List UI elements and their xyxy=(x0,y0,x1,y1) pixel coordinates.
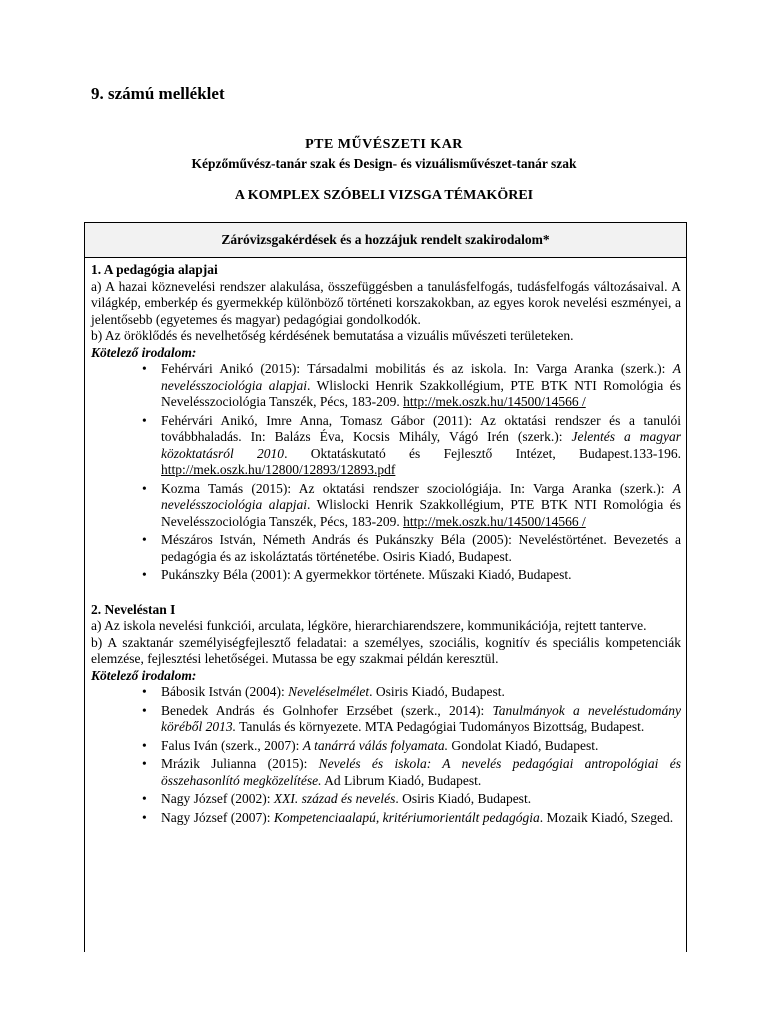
programs-subtitle: Képzőművész-tanár szak és Design- és vizuálisművészet-tanár szak xyxy=(191,156,577,171)
topics-table xyxy=(84,222,687,952)
bullet-icon: • xyxy=(142,412,147,428)
reference-text: Nagy József (2002): xyxy=(161,791,274,806)
bullet-icon: • xyxy=(142,737,147,753)
reference-text: Gondolat Kiadó, Budapest. xyxy=(447,737,599,753)
faculty-name: PTE MŰVÉSZETI KAR xyxy=(305,137,463,152)
section-paragraph: a) A hazai köznevelési rendszer alakulása, összefüggésben a tanulásfelfogás, tudásfelfogás változásaival. A világkép, emberkép és gyermekkép különböző történeti korszakokban, az egyes korok nevelési eszményei, a jelentősebb (egyetemes és magyar) pedagógiai gondolkodók. xyxy=(91,278,681,327)
section xyxy=(91,262,681,584)
literature-heading: Kötelező irodalom: xyxy=(91,344,197,360)
bullet-icon: • xyxy=(142,684,147,699)
reference-title: Nevelés és iskola: A nevelés pedagógiai antropológiai és összehasonlító megközelítése. xyxy=(161,756,681,788)
reference-link[interactable]: http://mek.oszk.hu/12800/12893/12893.pdf xyxy=(161,462,396,477)
reference-title: Neveléselmélet xyxy=(288,684,370,699)
reference-item xyxy=(142,791,681,808)
reference-text: . Osiris Kiadó, Budapest. xyxy=(395,791,532,806)
reference-list xyxy=(91,684,681,826)
reference-text: . Osiris Kiadó, Budapest. xyxy=(369,684,505,699)
bullet-icon: • xyxy=(142,480,147,496)
annex-label: 9. számú melléklet xyxy=(91,84,225,103)
reference-link[interactable]: http://mek.oszk.hu/14500/14566 / xyxy=(403,513,586,529)
reference-title: Jelentés a magyar közoktatásról 2010 xyxy=(161,429,681,461)
reference-text: Mrázik Julianna (2015): xyxy=(161,756,319,771)
reference-text: . Wlislocki Henrik Szakkollégium, PTE BTK NTI Romológia és Nevelésszociológia Tanszék, Pécs, 183-209. xyxy=(161,377,681,409)
reference-title: Kompetenciaalapú, kritériumorientált pedagógia xyxy=(273,809,540,825)
reference-text: Benedek András és Golnhofer Erzsébet (szerk., 2014): xyxy=(161,702,493,718)
reference-text: . Wlislocki Henrik Szakkollégium, PTE BTK NTI Romológia és Nevelésszociológia Tanszék, Pécs, 183-209. xyxy=(161,497,681,529)
reference-text: . Mozaik Kiadó, Szeged. xyxy=(539,809,674,825)
reference-text: Fehérvári Anikó (2015): Társadalmi mobilitás és az iskola. In: Varga Aranka (szerk.): xyxy=(161,361,673,376)
bullet-icon: • xyxy=(142,756,147,771)
section-title: 1. A pedagógia alapjai xyxy=(91,262,218,277)
reference-item xyxy=(142,480,681,531)
reference-text: Mészáros István, Németh András és Pukánszky Béla (2005): Neveléstörténet. Bevezetés a pedagógia és az iskoláztatás történetébe. Osiris Kiadó, Budapest. xyxy=(161,532,681,564)
bullet-icon: • xyxy=(142,567,147,582)
reference-item xyxy=(142,756,681,789)
reference-text: Ad Librum Kiadó, Budapest. xyxy=(321,772,482,788)
reference-text: Tanulás és környezete. MTA Pedagógiai Tudományos Bizottság, Budapest. xyxy=(236,719,645,734)
section-title: 2. Neveléstan I xyxy=(91,601,176,617)
reference-item xyxy=(142,361,681,411)
reference-item xyxy=(142,702,681,736)
reference-list xyxy=(91,361,681,584)
section-paragraph: b) A szaktanár személyiségfejlesztő feladatai: a személyes, szociális, kognitív és speciális kompetenciák elemzése, fejlesztési lehetőségei. Mutassa be egy szakmai példán keresztül. xyxy=(91,634,681,666)
reference-text: Falus Iván (szerk., 2007): xyxy=(161,737,303,753)
reference-text: . Oktatáskutató és Fejlesztő Intézet, Budapest.133-196. xyxy=(284,445,682,461)
section xyxy=(91,602,681,827)
reference-text: Fehérvári Anikó, Imre Anna, Tomasz Gábor (2011): Az oktatási rendszer és a tanulói továbbhaladás. In: Balázs Éva, Kocsis Mihály, Vágó Irén (szerk.): xyxy=(161,412,681,444)
reference-title: A tanárrá válás folyamata. xyxy=(302,737,448,753)
reference-item xyxy=(142,567,681,584)
reference-title: A nevelésszociológia alapjai xyxy=(161,480,681,512)
bullet-icon: • xyxy=(142,702,147,718)
bullet-icon: • xyxy=(142,791,147,806)
section-paragraph: b) Az öröklődés és nevelhetőség kérdésének bemutatása a vizuális művészeti területeken. xyxy=(91,328,574,343)
reference-item xyxy=(142,532,681,565)
section-paragraph: a) Az iskola nevelési funkciói, arculata, légköre, hierarchiarendszere, kommunikációja, rejtett tanterve. xyxy=(91,618,647,633)
reference-title: XXI. század és nevelés xyxy=(273,791,396,806)
reference-item xyxy=(142,809,681,827)
reference-title: A nevelésszociológia alapjai xyxy=(161,361,681,393)
bullet-icon: • xyxy=(142,532,147,547)
reference-item xyxy=(142,412,682,479)
table-cell xyxy=(85,258,686,826)
reference-link[interactable]: http://mek.oszk.hu/14500/14566 / xyxy=(403,394,586,409)
exam-title: A KOMPLEX SZÓBELI VIZSGA TÉMAKÖREI xyxy=(234,188,534,203)
reference-text: Kozma Tamás (2015): Az oktatási rendszer szociológiája. In: Varga Aranka (szerk.): xyxy=(161,480,673,496)
reference-item xyxy=(142,737,681,755)
bullet-icon: • xyxy=(142,809,147,825)
reference-item xyxy=(142,684,681,701)
reference-text: Nagy József (2007): xyxy=(161,809,274,825)
table-header: Záróvizsgakérdések és a hozzájuk rendelt szakirodalom* xyxy=(85,223,686,258)
literature-heading: Kötelező irodalom: xyxy=(91,667,197,683)
bullet-icon: • xyxy=(142,361,147,376)
reference-text: Pukánszky Béla (2001): A gyermekkor története. Műszaki Kiadó, Budapest. xyxy=(161,567,572,582)
reference-text: Bábosik István (2004): xyxy=(161,684,289,699)
reference-title: Tanulmányok a neveléstudomány köréből 2013. xyxy=(161,702,681,734)
